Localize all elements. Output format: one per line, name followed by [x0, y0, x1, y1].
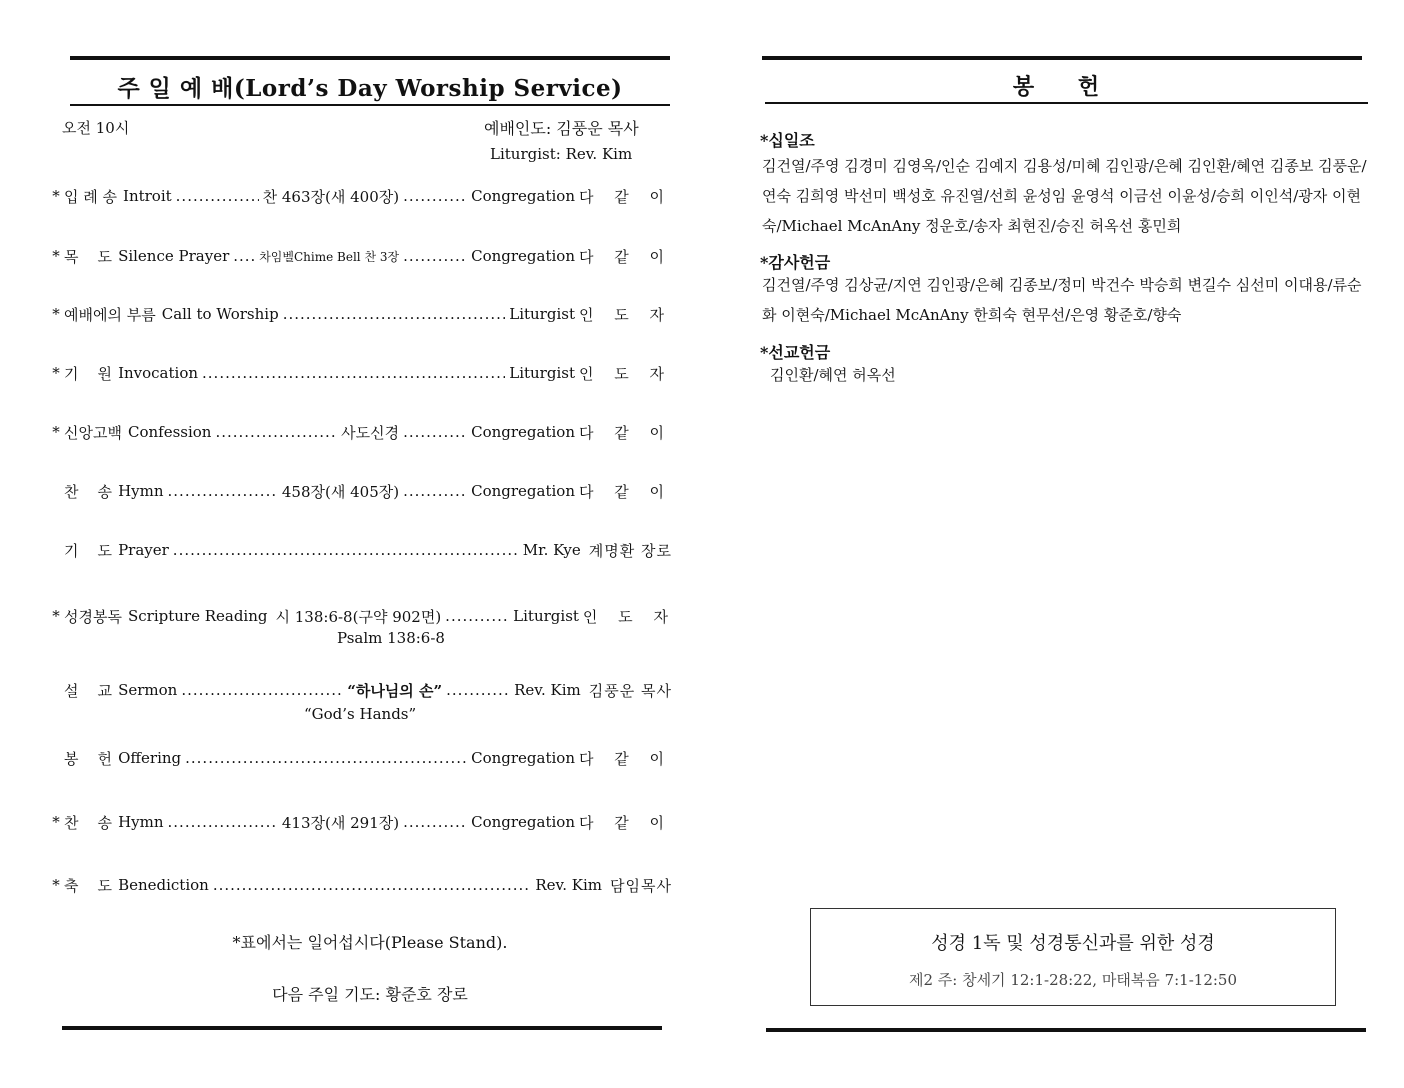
item-leader-korean: 다 같 이 — [578, 423, 672, 442]
bottom-rule-right — [766, 1028, 1366, 1032]
leader-dots — [403, 247, 467, 265]
item-detail: 찬 463장(새 400장) — [262, 187, 400, 206]
item-leader-english: Rev. Kim — [535, 876, 603, 894]
item-detail: 시 138:6-8(구약 902면) — [275, 607, 442, 626]
leader-dots — [168, 482, 278, 500]
item-leader-korean: 인 도 자 — [578, 305, 672, 324]
item-english-label: Benediction — [118, 876, 209, 894]
item-leader-korean: 다 같 이 — [578, 187, 672, 206]
item-leader-korean: 담임목사 — [610, 876, 672, 895]
item-korean-label: 기 원 — [64, 364, 113, 383]
leader-dots — [215, 423, 337, 441]
item-korean-label: 찬 송 — [64, 813, 113, 832]
item-leader-korean: 인 도 자 — [582, 607, 676, 626]
bottom-rule-left — [62, 1026, 662, 1030]
top-rule-right — [762, 56, 1362, 60]
leader-dots — [403, 813, 467, 831]
item-subtitle: “God’s Hands” — [304, 705, 417, 723]
thanks-names: 김건열/주영 김상균/지연 김인광/은혜 김종보/정미 박건수 박승희 변길수 심선미 이대용/류순화 이현숙/Michael McAnAny 한희숙 현무선/은영 황준호/향숙 — [762, 276, 1362, 324]
stand-marker: * — [52, 187, 60, 205]
order-item — [48, 419, 672, 445]
item-english-label: Invocation — [118, 364, 199, 382]
leader-dots — [213, 876, 532, 894]
item-korean-label: 축 도 — [64, 876, 113, 895]
tithe-heading: *십일조 — [760, 131, 815, 150]
order-item — [48, 537, 672, 563]
item-leader-korean: 다 같 이 — [578, 247, 672, 266]
item-korean-label: 성경봉독 — [64, 607, 122, 626]
item-english-label: Scripture Reading — [127, 607, 268, 625]
leader-dots — [445, 607, 509, 625]
item-leader-english: Congregation — [471, 482, 575, 500]
tithe-names: 김건열/주영 김경미 김영옥/인순 김예지 김용성/미혜 김인광/은혜 김인환/혜연 김종보 김풍운/연숙 김희영 박선미 백성호 유진열/선희 윤성임 윤영석 이금선 이윤성/승희 이인석/광자 이현숙/Michael McAnAny 정운호/송자 최현진/승진 허옥선 홍민희 — [762, 157, 1367, 235]
item-detail: 차임벨Chime Bell 찬 3장 — [259, 249, 400, 264]
item-leader-english: Congregation — [471, 749, 575, 767]
leader-dots — [168, 813, 278, 831]
item-english-label: Introit — [123, 187, 172, 205]
leader-dots — [173, 541, 519, 559]
stand-marker: * — [52, 305, 60, 323]
item-leader-english: Liturgist — [509, 364, 575, 382]
bible-reading-schedule: 제2 주: 창세기 12:1-28:22, 마태복음 7:1-12:50 — [908, 971, 1238, 989]
stand-marker: * — [52, 813, 60, 831]
item-english-label: Hymn — [118, 813, 164, 831]
item-leader-english: Liturgist — [509, 305, 575, 323]
item-english-label: Hymn — [118, 482, 164, 500]
next-week-prayer: 다음 주일 기도: 황준호 장로 — [272, 985, 468, 1004]
order-item — [48, 872, 672, 898]
item-english-label: Offering — [118, 749, 182, 767]
item-leader-korean: 계명환 장로 — [588, 541, 672, 560]
order-item — [48, 603, 676, 629]
leader-dots — [185, 749, 467, 767]
item-leader-english: Liturgist — [513, 607, 579, 625]
item-english-label: Silence Prayer — [118, 247, 230, 265]
stand-marker: * — [52, 607, 60, 625]
item-leader-english: Congregation — [471, 423, 575, 441]
order-item — [48, 301, 672, 327]
item-korean-label: 찬 송 — [64, 482, 113, 501]
item-detail: 사도신경 — [341, 423, 400, 442]
stand-note: *표에서는 일어섭시다(Please Stand). — [232, 933, 508, 952]
leader-dots — [403, 423, 467, 441]
title-underline-right — [765, 102, 1368, 104]
leader-dots — [181, 681, 343, 699]
item-korean-label: 신앙고백 — [64, 423, 122, 442]
item-english-label: Prayer — [118, 541, 169, 559]
stand-marker: * — [52, 247, 60, 265]
item-korean-label: 예배에의 부름 — [64, 305, 156, 324]
item-leader-english: Congregation — [471, 813, 575, 831]
item-subtitle: Psalm 138:6-8 — [337, 629, 445, 647]
mission-names: 김인환/혜연 허옥선 — [770, 366, 896, 384]
item-english-label: Sermon — [118, 681, 178, 699]
service-time: 오전 10시 — [62, 119, 130, 137]
order-item — [48, 745, 672, 771]
leader-dots — [403, 187, 467, 205]
item-korean-label: 봉 헌 — [64, 749, 113, 768]
order-item — [48, 809, 672, 835]
leader-dots — [446, 681, 510, 699]
title-underline-left — [70, 104, 670, 106]
liturgist-korean: 예배인도: 김풍운 목사 — [484, 119, 639, 138]
bible-reading-box — [810, 908, 1336, 1006]
item-leader-korean: 다 같 이 — [578, 813, 672, 832]
page-title-offering: 봉 헌 — [1012, 74, 1118, 100]
order-item — [48, 478, 672, 504]
thanks-heading: *감사헌금 — [760, 253, 831, 272]
order-item — [48, 677, 672, 703]
item-leader-english: Rev. Kim — [514, 681, 581, 699]
item-english-label: Call to Worship — [161, 305, 279, 323]
item-korean-label: 목 도 — [64, 247, 113, 266]
item-english-label: Confession — [127, 423, 212, 441]
order-item — [48, 183, 672, 209]
item-leader-korean: 다 같 이 — [578, 482, 672, 501]
item-detail: “하나님의 손” — [347, 681, 443, 700]
item-leader-english: Mr. Kye — [522, 541, 581, 559]
leader-dots — [176, 187, 259, 205]
order-item — [48, 360, 672, 386]
item-leader-korean: 인 도 자 — [578, 364, 672, 383]
item-leader-english: Congregation — [471, 247, 575, 265]
stand-marker: * — [52, 876, 60, 894]
item-detail: 458장(새 405장) — [281, 482, 400, 501]
item-korean-label: 기 도 — [64, 541, 113, 560]
mission-heading: *선교헌금 — [760, 343, 831, 362]
order-item — [48, 243, 672, 269]
leader-dots — [403, 482, 467, 500]
item-leader-english: Congregation — [471, 187, 575, 205]
bible-reading-title: 성경 1독 및 성경통신과를 위한 성경 — [931, 933, 1215, 954]
item-detail: 413장(새 291장) — [281, 813, 400, 832]
liturgist-english: Liturgist: Rev. Kim — [490, 145, 633, 163]
leader-dots — [233, 247, 255, 265]
top-rule-left — [70, 56, 670, 60]
item-korean-label: 설 교 — [64, 681, 113, 700]
stand-marker: * — [52, 423, 60, 441]
item-leader-korean: 김풍운 목사 — [588, 681, 672, 700]
page-title-worship: 주 일 예 배(Lord’s Day Worship Service) — [117, 75, 623, 102]
item-leader-korean: 다 같 이 — [578, 749, 672, 768]
stand-marker: * — [52, 364, 60, 382]
leader-dots — [283, 305, 506, 323]
item-korean-label: 입 례 송 — [64, 187, 118, 206]
leader-dots — [202, 364, 505, 382]
